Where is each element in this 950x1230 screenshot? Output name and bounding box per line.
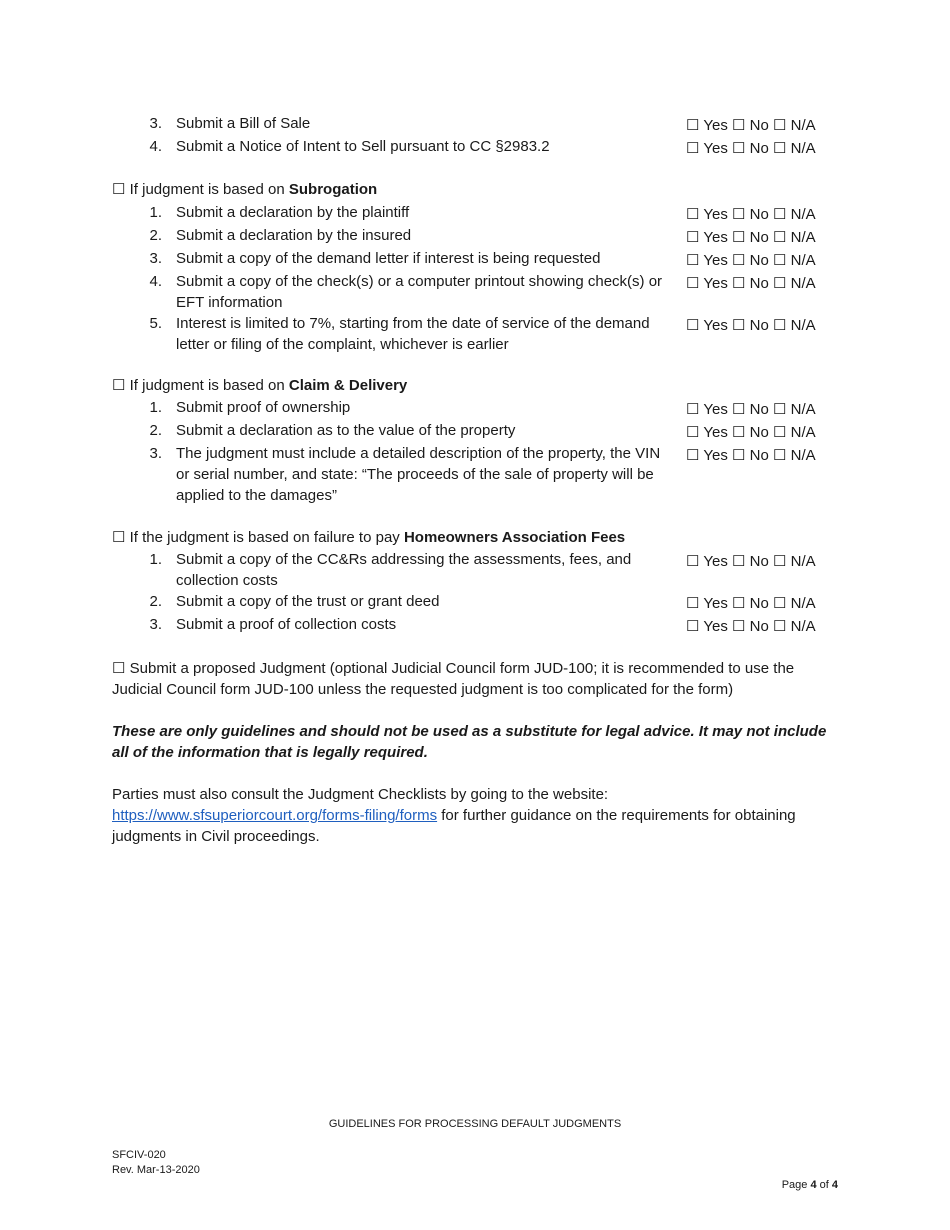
item-text: Submit a declaration by the plaintiff [176, 204, 410, 221]
yes-no-na-options[interactable]: ☐ Yes ☐ No ☐ N/A [686, 140, 816, 157]
footer-title: GUIDELINES FOR PROCESSING DEFAULT JUDGMENTS [328, 1118, 622, 1130]
yes-no-na-options[interactable]: ☐ Yes ☐ No ☐ N/A [686, 275, 816, 292]
item-number: 2. [149, 593, 162, 610]
page-number: Page 4 of 4 [781, 1179, 838, 1191]
yes-no-na-options[interactable]: ☐ Yes ☐ No ☐ N/A [686, 424, 816, 441]
checkbox[interactable]: ☐ [112, 660, 126, 677]
form-identifier: SFCIV-020 Rev. Mar-13-2020 [112, 1149, 200, 1176]
checkbox[interactable]: ☐ [112, 377, 126, 394]
item-text: Submit a copy of the CC&Rs addressing the assessments, fees, and collection costs [176, 551, 632, 589]
proposed-judgment-text: Submit a proposed Judgment (optional Judicial Council form JUD-100; it is recommended to use the Judicial Council form JUD-100 unless the requested judgment is too complicated for the form) [112, 660, 795, 698]
item-number: 2. [149, 227, 162, 244]
item-text: Submit a copy of the demand letter if interest is being requested [176, 250, 601, 267]
item-text: Submit a Notice of Intent to Sell pursuant to CC §2983.2 [176, 138, 550, 155]
item-number: 3. [149, 445, 162, 462]
checkbox[interactable]: ☐ [112, 529, 126, 546]
item-number: 5. [149, 315, 162, 332]
item-text: Submit a proof of collection costs [176, 616, 397, 633]
item-number: 3. [149, 250, 162, 267]
section-heading-hoa-fees[interactable]: ☐ If the judgment is based on failure to pay Homeowners Association Fees [112, 529, 626, 546]
item-number: 1. [149, 399, 162, 416]
item-number: 4. [149, 273, 162, 290]
item-number: 2. [149, 422, 162, 439]
item-number: 3. [149, 115, 162, 132]
item-text: Submit proof of ownership [176, 399, 351, 416]
yes-no-na-options[interactable]: ☐ Yes ☐ No ☐ N/A [686, 252, 816, 269]
item-number: 1. [149, 551, 162, 568]
item-number: 4. [149, 138, 162, 155]
checkbox[interactable]: ☐ [112, 181, 126, 198]
item-text: Submit a copy of the check(s) or a computer printout showing check(s) or EFT information [176, 273, 663, 311]
item-text: The judgment must include a detailed description of the property, the VIN or serial number, and state: “The proceeds of the sale of property will be applied to the damages” [176, 445, 661, 504]
item-number: 3. [149, 616, 162, 633]
yes-no-na-options[interactable]: ☐ Yes ☐ No ☐ N/A [686, 447, 816, 464]
yes-no-na-options[interactable]: ☐ Yes ☐ No ☐ N/A [686, 206, 816, 223]
proposed-judgment-item[interactable] [112, 658, 847, 700]
yes-no-na-options[interactable]: ☐ Yes ☐ No ☐ N/A [686, 595, 816, 612]
forms-link[interactable]: https://www.sfsuperiorcourt.org/forms-filing/forms [112, 807, 438, 824]
item-text: Submit a copy of the trust or grant deed [176, 593, 440, 610]
yes-no-na-options[interactable]: ☐ Yes ☐ No ☐ N/A [686, 401, 816, 418]
yes-no-na-options[interactable]: ☐ Yes ☐ No ☐ N/A [686, 618, 816, 635]
item-text: Submit a declaration by the insured [176, 227, 412, 244]
consult-paragraph: Parties must also consult the Judgment Checklists by going to the website: https://www.sfsuperiorcourt.org/forms-filing/forms for further guidance on the requirements for obtaining judgments in Civil proceedings. [112, 786, 796, 845]
yes-no-na-options[interactable]: ☐ Yes ☐ No ☐ N/A [686, 317, 816, 334]
yes-no-na-options[interactable]: ☐ Yes ☐ No ☐ N/A [686, 117, 816, 134]
yes-no-na-options[interactable]: ☐ Yes ☐ No ☐ N/A [686, 229, 816, 246]
section-heading-claim-delivery[interactable]: ☐ If judgment is based on Claim & Delivery [112, 377, 408, 394]
item-text: Submit a Bill of Sale [176, 115, 311, 132]
section-heading-subrogation[interactable]: ☐ If judgment is based on Subrogation [112, 181, 378, 198]
disclaimer: These are only guidelines and should not be used as a substitute for legal advice. It may not include all of the information that is legally required. [112, 723, 827, 761]
item-number: 1. [149, 204, 162, 221]
yes-no-na-options[interactable]: ☐ Yes ☐ No ☐ N/A [686, 553, 816, 570]
item-text: Interest is limited to 7%, starting from the date of service of the demand letter or filing of the complaint, whichever is earlier [176, 315, 650, 353]
item-text: Submit a declaration as to the value of the property [176, 422, 516, 439]
